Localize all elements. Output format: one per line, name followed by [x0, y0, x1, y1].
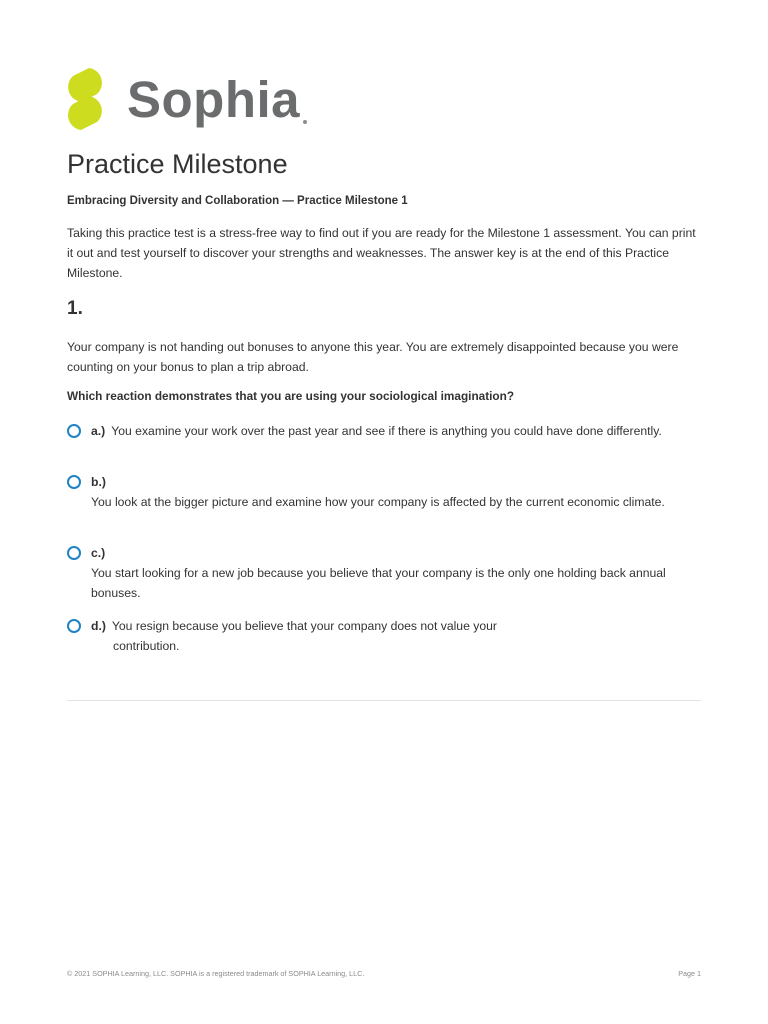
sophia-logo-icon [67, 68, 103, 130]
radio-button-d[interactable] [67, 619, 81, 633]
answer-option-c[interactable] [67, 543, 687, 603]
option-d-content [91, 616, 527, 656]
option-letter: a.) [91, 424, 106, 438]
section-divider [67, 700, 701, 701]
sophia-logo [67, 68, 307, 130]
option-letter: c.) [91, 546, 106, 560]
answer-option-a[interactable] [67, 421, 687, 441]
question-number: 1. [67, 298, 83, 319]
answer-option-d[interactable] [67, 616, 527, 656]
option-a-content [91, 421, 687, 441]
radio-button-c[interactable] [67, 546, 81, 560]
question-prompt: Which reaction demonstrates that you are using your sociological imagination? [67, 389, 515, 403]
answer-option-b[interactable] [67, 472, 687, 512]
option-b-content [91, 472, 687, 512]
option-letter: d.) [91, 619, 106, 633]
option-text: You look at the bigger picture and examine how your company is affected by the current economic climate. [91, 495, 665, 509]
radio-button-a[interactable] [67, 424, 81, 438]
radio-button-b[interactable] [67, 475, 81, 489]
option-c-content [91, 543, 687, 603]
intro-paragraph: Taking this practice test is a stress-free way to find out if you are ready for the Milestone 1 assessment. You can print it out and test yourself to discover your strengths and weaknesses. The answer key is at the end of this Practice Milestone. [67, 226, 696, 280]
logo-wordmark: Sophia [127, 70, 301, 128]
option-text: You start looking for a new job because you believe that your company is the only one holding back annual bonuses. [91, 566, 666, 600]
option-letter: b.) [91, 475, 106, 489]
footer-copyright: © 2021 SOPHIA Learning, LLC. SOPHIA is a registered trademark of SOPHIA Learning, LLC. [67, 969, 365, 978]
milestone-subtitle: Embracing Diversity and Collaboration — Practice Milestone 1 [67, 195, 408, 207]
footer-page-number: Page 1 [678, 969, 701, 978]
option-text: You examine your work over the past year and see if there is anything you could have done differently. [111, 424, 662, 438]
option-text: You resign because you believe that your company does not value your contribution. [111, 619, 497, 653]
question-scenario: Your company is not handing out bonuses to anyone this year. You are extremely disappointed because you were counting on your bonus to plan a trip abroad. [67, 340, 679, 374]
page-title: Practice Milestone [67, 149, 288, 179]
registered-mark [303, 120, 307, 124]
